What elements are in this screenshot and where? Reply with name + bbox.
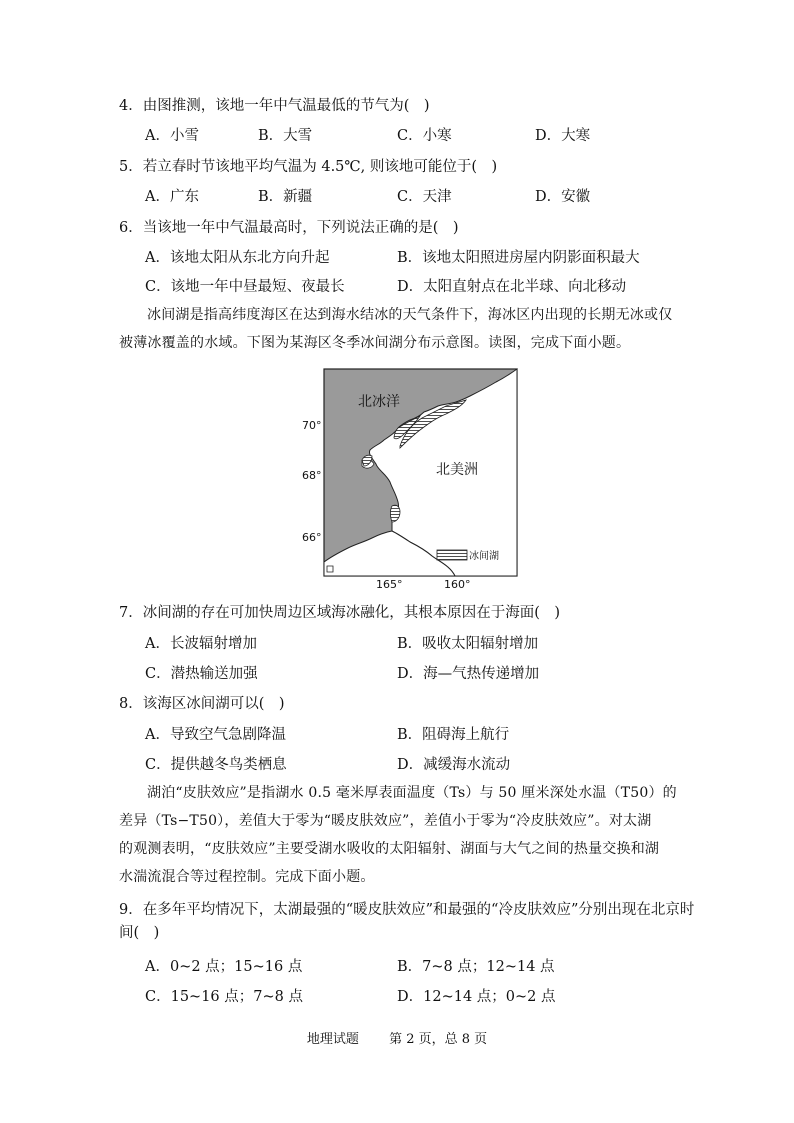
question-stem: 在多年平均情况下，太湖最强的“暖皮肤效应”和最强的“冷皮肤效应”分别出现在北京时 xyxy=(142,902,695,918)
question-number: 6． xyxy=(119,220,143,236)
q7-option-c: C．潜热输送加强 xyxy=(145,666,258,682)
passage-skin-effect xyxy=(119,779,679,891)
question-stem: 由图推测，该地一年中气温最低的节气为( ) xyxy=(142,98,430,114)
q4-option-c: C．小寒 xyxy=(397,128,452,144)
q5-option-d: D．安徽 xyxy=(535,189,591,205)
q5-option-a: A．广东 xyxy=(145,189,199,205)
question-stem: 冰间湖的存在可加快周边区域海冰融化，其根本原因在于海面( ) xyxy=(142,605,561,621)
q6-option-c: C．该地一年中昼最短、夜最长 xyxy=(145,279,345,295)
question-9-continued: 间( ) xyxy=(119,925,160,941)
legend-swatch xyxy=(437,550,467,560)
q5-option-c: C．天津 xyxy=(397,189,452,205)
q6-option-a: A．该地太阳从东北方向升起 xyxy=(145,250,330,266)
q8-option-c: C．提供越冬鸟类栖息 xyxy=(145,757,287,773)
q4-option-d: D．大寒 xyxy=(535,128,591,144)
footer-page: 第 2 页，总 8 页 xyxy=(389,1032,488,1047)
q6-option-b: B．该地太阳照进房屋内阴影面积最大 xyxy=(397,250,640,266)
lat-label-70: 70° xyxy=(302,419,322,432)
q7-option-a: A．长波辐射增加 xyxy=(145,636,257,652)
q9-option-a: A．0~2 点；15~16 点 xyxy=(145,959,303,975)
question-stem: 当该地一年中气温最高时，下列说法正确的是( ) xyxy=(142,220,459,236)
polynya-map xyxy=(300,366,522,592)
map-islet xyxy=(327,566,333,572)
footer-subject: 地理试题 xyxy=(306,1032,359,1047)
passage-line: 的观测表明，“皮肤效应”主要受湖水吸收的太阳辐射、湖面与大气之间的热量交换和湖 xyxy=(119,841,660,857)
q8-option-b: B．阻碍海上航行 xyxy=(397,727,510,743)
passage-line: 湖泊“皮肤效应”是指湖水 0.5 毫米厚表面温度（Ts）与 50 厘米深处水温（T50）的 xyxy=(147,785,677,801)
q7-option-b: B．吸收太阳辐射增加 xyxy=(397,636,539,652)
q5-option-b: B．新疆 xyxy=(258,189,313,205)
lon-label-160: 160° xyxy=(444,578,471,591)
q8-option-d: D．减缓海水流动 xyxy=(397,757,511,773)
q9-option-d: D．12~14 点；0~2 点 xyxy=(397,989,556,1005)
lat-label-68: 68° xyxy=(302,469,322,482)
legend-label: 冰间湖 xyxy=(469,551,499,562)
passage-line: 冰间湖是指高纬度海区在达到海水结冰的天气条件下，海冰区内出现的长期无冰或仅 xyxy=(147,307,673,323)
lon-label-165: 165° xyxy=(376,578,403,591)
question-number: 9． xyxy=(119,902,143,918)
question-9 xyxy=(119,898,694,919)
land-label: 北美洲 xyxy=(436,462,478,478)
q8-option-a: A．导致空气急剧降温 xyxy=(145,727,286,743)
passage-polynya xyxy=(119,301,679,357)
q4-option-a: A．小雪 xyxy=(145,128,199,144)
question-number: 7． xyxy=(119,605,143,621)
passage-line: 水湍流混合等过程控制。完成下面小题。 xyxy=(119,869,375,885)
question-number: 8． xyxy=(119,696,143,712)
question-8 xyxy=(119,692,285,713)
passage-line: 差异（Ts−T50），差值大于零为“暖皮肤效应”，差值小于零为“冷皮肤效应”。对太湖 xyxy=(119,813,652,829)
question-number: 5． xyxy=(119,159,143,175)
passage-line: 被薄冰覆盖的水域。下图为某海区冬季冰间湖分布示意图。读图，完成下面小题。 xyxy=(119,335,631,351)
question-stem: 该海区冰间湖可以( ) xyxy=(142,696,285,712)
question-number: 4． xyxy=(119,98,143,114)
q7-option-d: D．海—气热传递增加 xyxy=(397,666,540,682)
q6-option-d: D．太阳直射点在北半球、向北移动 xyxy=(397,279,627,295)
q9-option-c: C．15~16 点；7~8 点 xyxy=(145,989,303,1005)
ocean-label: 北冰洋 xyxy=(358,394,400,410)
q4-option-b: B．大雪 xyxy=(258,128,313,144)
question-stem: 若立春时节该地平均气温为 4.5℃, 则该地可能位于( ) xyxy=(142,159,498,175)
question-4 xyxy=(119,94,430,115)
q9-option-b: B．7~8 点；12~14 点 xyxy=(397,959,555,975)
page-footer xyxy=(0,1028,794,1047)
question-6 xyxy=(119,216,459,237)
question-7 xyxy=(119,601,560,622)
question-5 xyxy=(119,155,497,176)
lat-label-66: 66° xyxy=(302,531,322,544)
